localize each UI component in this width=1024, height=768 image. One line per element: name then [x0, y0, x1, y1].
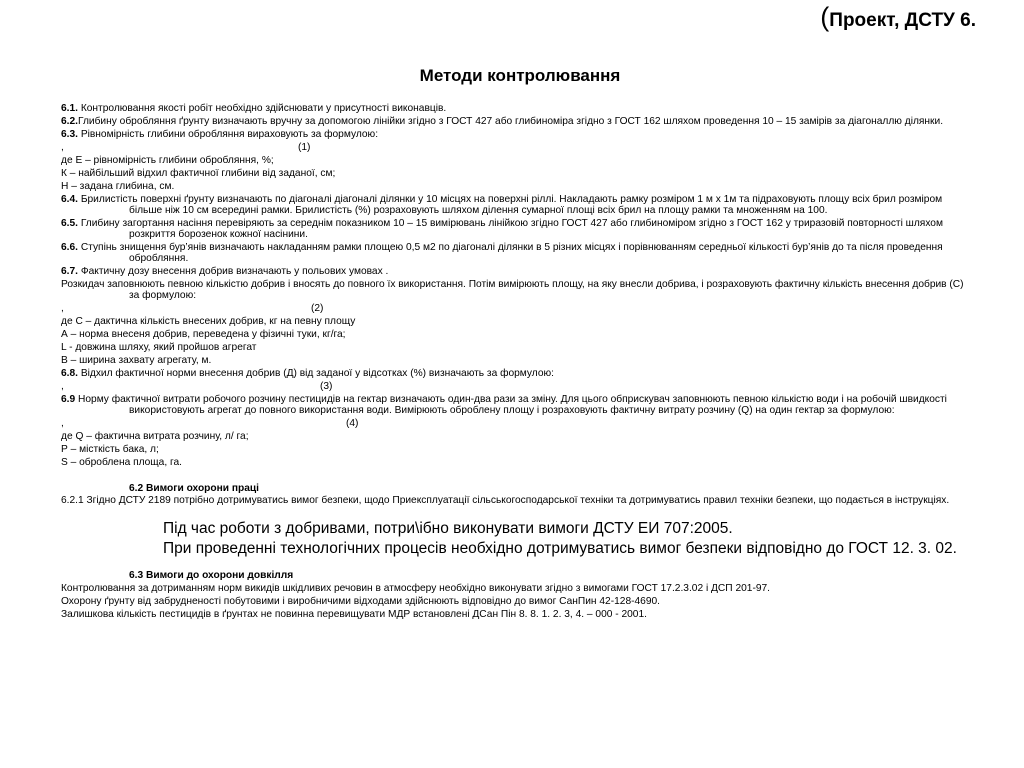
paragraph-text: Ступінь знищення бур’янів визначають накладанням рамки площею 0,5 м2 по діагоналі ділянки в 5 різних місцях і порівнюванням середньої кількості бур’янів до та після проведення обробляння.	[78, 242, 943, 264]
paragraph-text: Рівномірність глибини обробляння вираховують за формулою:	[78, 129, 379, 140]
paragraph-6-3	[61, 129, 971, 140]
paragraph-text: Глибину загортання насіння перевіряють за середнім показником 10 – 15 вимірювань лінійкою згідно ГОСТ 427 або глибиноміром згідно з ГОСТ 162 у триразовій повторності шляхом розкриття борозенок кожної насінини.	[78, 218, 943, 240]
paragraph-6-7	[61, 266, 971, 277]
paragraph-6-1	[61, 103, 971, 114]
corner-title	[820, 2, 976, 33]
paragraph-number: 6.4.	[61, 194, 78, 205]
paragraph-number: 6.3.	[61, 129, 78, 140]
paragraph-text: Брилистість поверхні ґрунту визначають по діагоналі діагоналі ділянки у 10 місцях на поверхні ріллі. Накладають рамку розміром 1 м х 1м та підраховують площу всіх брил розміром більше ніж 10 см всередині рамки. Брилистість (%) розраховують шляхом ділення сумарної площі всіх брил на площу рамки та множенням на 100.	[78, 194, 943, 216]
paragraph-text: Глибину обробляння ґрунту визначають вручну за допомогою лінійки згідно з ГОСТ 427 або глибиноміра згідно з ГОСТ 162 шляхом проведення 10 – 15 замірів за діагоналлю ділянки.	[78, 116, 944, 127]
formula-2	[61, 303, 971, 314]
safety-note-processes: При проведенні технологічних процесів необхідно дотримуватись вимог безпеки відповідно до ГОСТ 12. 3. 02.	[163, 540, 957, 557]
formula-placeholder: ,	[61, 303, 64, 314]
environment-line-2: Охорону ґрунту від забрудненості побутовими і виробничими відходами здійснюють відповідно до вимог СанПин 42-128-4690.	[61, 596, 660, 607]
paragraph-number: 6.7.	[61, 266, 78, 277]
paragraph-6-6	[61, 242, 971, 264]
section-6-2-heading: 6.2 Вимоги охорони праці	[129, 483, 260, 494]
environment-line-3: Залишкова кількість пестицидів в ґрунтах не повинна перевищувати МДР встановлені ДСан Пін 8. 8. 1. 2. 3, 4. – 000 - 2001.	[61, 609, 647, 620]
definition-k: К – найбільший відхил фактичної глибини від заданої, см;	[61, 168, 336, 179]
formula-number: (2)	[311, 303, 324, 314]
paragraph-number: 6.5.	[61, 218, 78, 229]
paragraph-6-9	[61, 394, 971, 416]
corner-title-text: Проект, ДСТУ 6.	[829, 10, 976, 31]
paragraph-6-4	[61, 194, 971, 216]
formula-placeholder: ,	[61, 142, 64, 153]
paragraph-6-2	[61, 116, 971, 127]
page-title: Методи контролювання	[419, 66, 621, 85]
safety-note-fertilizers: Під час роботи з добривами, потри\ібно виконувати вимоги ДСТУ ЕИ 707:2005.	[163, 520, 733, 537]
definition-s: S – оброблена площа, га.	[61, 457, 183, 468]
formula-number: (1)	[298, 142, 311, 153]
paragraph-number: 6.8.	[61, 368, 78, 379]
formula-3	[61, 381, 971, 392]
definition-e: де Е – рівномірність глибини обробляння, %;	[61, 155, 274, 166]
formula-number: (3)	[320, 381, 333, 392]
paragraph-6-8	[61, 368, 971, 379]
definition-a: А – норма внесеня добрив, переведена у фізичні туки, кг/га;	[61, 329, 346, 340]
section-6-3-heading: 6.3 Вимоги до охорони довкілля	[129, 570, 294, 581]
paragraph-number: 6.9	[61, 394, 76, 405]
paragraph-6-5	[61, 218, 971, 240]
definition-h: Н – задана глибина, см.	[61, 181, 175, 192]
environment-line-1: Контролювання за дотриманням норм викидів шкідливих речовин в атмосферу необхідно виконувати згідно з вимогами ГОСТ 17.2.3.02 і ДСП 201-97.	[61, 583, 770, 594]
paragraph-text: Відхил фактичної норми внесення добрив (Д) від заданої у відсотках (%) визначають за формулою:	[78, 368, 554, 379]
paragraph-6-7-continued: Розкидач заповнюють певною кількістю добрив і вносять до повного їх використання. Потім вимірюють площу, на яку внесли добрива, і розраховують фактичну кількість внесення добрив (С) за формулою:	[61, 279, 964, 301]
formula-placeholder: ,	[61, 418, 64, 429]
paragraph-number: 6.2.	[61, 116, 78, 127]
definition-q: де Q – фактична витрата розчину, л/ га;	[61, 431, 249, 442]
definition-l: L - довжина шляху, який пройшов агрегат	[61, 342, 257, 353]
paragraph-number: 6.6.	[61, 242, 78, 253]
formula-4	[61, 418, 971, 429]
formula-number: (4)	[346, 418, 359, 429]
paragraph-text: Норму фактичної витрати робочого розчину пестицидів на гектар визначають один-два рази за зміну. Для цього обприскувач заповнюють певною кількістю води і на робочій швидкості використовують агрегат до повного використання води. Вимірюють оброблену площу і розраховують фактичну витрату розчину (Q) на один гектар за формулою:	[75, 394, 947, 416]
corner-title-paren: (	[820, 2, 830, 32]
paragraph-number: 6.1.	[61, 103, 78, 114]
document-body	[61, 103, 971, 622]
definition-p: Р – місткість бака, л;	[61, 444, 159, 455]
paragraph-text: Фактичну дозу внесення добрив визначають у польових умовах .	[78, 266, 389, 277]
formula-1	[61, 142, 971, 153]
paragraph-6-2-1: 6.2.1 Згідно ДСТУ 2189 потрібно дотримуватись вимог безпеки, щодо Приексплуатації сільськогосподарської техніки та дотримуватись правил техніки безпеки, що подається в інструкціях.	[61, 495, 950, 506]
formula-placeholder: ,	[61, 381, 64, 392]
definition-c: де С – дактична кількість внесених добрив, кг на певну площу	[61, 316, 356, 327]
paragraph-text: Контролювання якості робіт необхідно здійснювати у присутності виконавців.	[78, 103, 447, 114]
definition-b: В – ширина захвату агрегату, м.	[61, 355, 212, 366]
